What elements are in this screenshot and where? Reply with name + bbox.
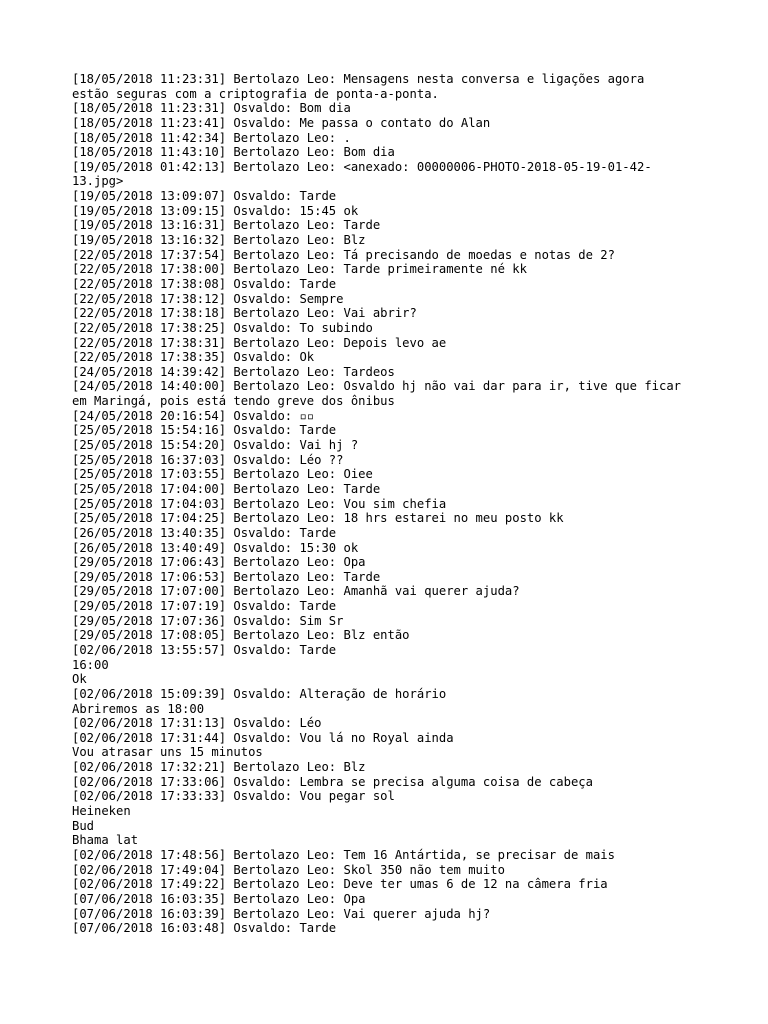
transcript-line: [22/05/2018 17:38:25] Osvaldo: To subindo [72, 320, 373, 335]
transcript-line: [25/05/2018 16:37:03] Osvaldo: Léo ?? [72, 452, 344, 467]
transcript-line: [26/05/2018 13:40:49] Osvaldo: 15:30 ok [72, 540, 359, 555]
transcript-line: [02/06/2018 17:48:56] Bertolazo Leo: Tem 16 Antártida, se precisar de mais [72, 847, 615, 862]
transcript-line: [18/05/2018 11:23:41] Osvaldo: Me passa o contato do Alan [72, 115, 491, 130]
transcript-line: [24/05/2018 20:16:54] Osvaldo: ▫▫ [72, 408, 315, 423]
transcript-line: [22/05/2018 17:38:18] Bertolazo Leo: Vai abrir? [72, 306, 417, 321]
transcript-line: [22/05/2018 17:37:54] Bertolazo Leo: Tá precisando de moedas e notas de 2? [72, 247, 615, 262]
transcript-line: 13.jpg> [72, 174, 124, 189]
transcript-line: [22/05/2018 17:38:00] Bertolazo Leo: Tarde primeiramente né kk [72, 262, 527, 277]
transcript-line: [02/06/2018 13:55:57] Osvaldo: Tarde [72, 642, 337, 657]
transcript-line: [02/06/2018 17:33:33] Osvaldo: Vou pegar sol [72, 789, 395, 804]
transcript-line: Abriremos as 18:00 [72, 701, 205, 716]
transcript-line: [18/05/2018 11:43:10] Bertolazo Leo: Bom dia [72, 145, 395, 160]
transcript-line: [22/05/2018 17:38:31] Bertolazo Leo: Depois levo ae [72, 335, 447, 350]
transcript-line: [24/05/2018 14:39:42] Bertolazo Leo: Tardeos [72, 364, 395, 379]
transcript-line: [02/06/2018 17:31:44] Osvaldo: Vou lá no Royal ainda [72, 730, 454, 745]
transcript-line: [29/05/2018 17:06:53] Bertolazo Leo: Tarde [72, 569, 381, 584]
transcript-line: [19/05/2018 13:09:07] Osvaldo: Tarde [72, 189, 337, 204]
transcript-line: em Maringá, pois está tendo greve dos ônibus [72, 394, 395, 409]
chat-transcript-page [72, 72, 712, 936]
transcript-line: [22/05/2018 17:38:08] Osvaldo: Tarde [72, 276, 337, 291]
transcript-line: [29/05/2018 17:07:36] Osvaldo: Sim Sr [72, 613, 344, 628]
transcript-line: [02/06/2018 17:49:04] Bertolazo Leo: Skol 350 não tem muito [72, 862, 505, 877]
transcript-line: [18/05/2018 11:23:31] Osvaldo: Bom dia [72, 101, 351, 116]
transcript-line: [02/06/2018 17:49:22] Bertolazo Leo: Deve ter umas 6 de 12 na câmera fria [72, 877, 608, 892]
transcript-line: [25/05/2018 17:04:03] Bertolazo Leo: Vou sim chefia [72, 496, 447, 511]
transcript-line: [02/06/2018 17:33:06] Osvaldo: Lembra se precisa alguma coisa de cabeça [72, 774, 593, 789]
transcript-line: [18/05/2018 11:23:31] Bertolazo Leo: Mensagens nesta conversa e ligações agora [72, 72, 645, 86]
transcript-line: 16:00 [72, 657, 109, 672]
transcript-line: Vou atrasar uns 15 minutos [72, 745, 263, 760]
transcript-line: [19/05/2018 13:16:31] Bertolazo Leo: Tarde [72, 218, 381, 233]
transcript-line: [07/06/2018 16:03:48] Osvaldo: Tarde [72, 921, 337, 936]
transcript-line: estão seguras com a criptografia de ponta-a-ponta. [72, 86, 439, 101]
transcript-line: [19/05/2018 01:42:13] Bertolazo Leo: <anexado: 00000006-PHOTO-2018-05-19-01-42- [72, 159, 652, 174]
transcript-line: Bhama lat [72, 833, 139, 848]
transcript-line: [25/05/2018 17:04:00] Bertolazo Leo: Tarde [72, 481, 381, 496]
transcript-line: [25/05/2018 15:54:20] Osvaldo: Vai hj ? [72, 438, 359, 453]
transcript-line: [25/05/2018 15:54:16] Osvaldo: Tarde [72, 423, 337, 438]
transcript-line: Heineken [72, 804, 131, 819]
transcript-line: Bud [72, 818, 95, 833]
transcript-line: [02/06/2018 15:09:39] Osvaldo: Alteração de horário [72, 686, 447, 701]
transcript-line: [29/05/2018 17:06:43] Bertolazo Leo: Opa [72, 555, 366, 570]
transcript-line: [24/05/2018 14:40:00] Bertolazo Leo: Osvaldo hj não vai dar para ir, tive que ficar [72, 379, 682, 394]
transcript-line: [22/05/2018 17:38:35] Osvaldo: Ok [72, 350, 315, 365]
transcript-line: [22/05/2018 17:38:12] Osvaldo: Sempre [72, 291, 344, 306]
transcript-line: [29/05/2018 17:07:19] Osvaldo: Tarde [72, 599, 337, 614]
transcript-line: [19/05/2018 13:09:15] Osvaldo: 15:45 ok [72, 203, 359, 218]
transcript-line: [25/05/2018 17:04:25] Bertolazo Leo: 18 hrs estarei no meu posto kk [72, 511, 564, 526]
transcript-line: [29/05/2018 17:07:00] Bertolazo Leo: Amanhã vai querer ajuda? [72, 584, 520, 599]
transcript-line: [19/05/2018 13:16:32] Bertolazo Leo: Blz [72, 233, 366, 248]
transcript-line: [29/05/2018 17:08:05] Bertolazo Leo: Blz então [72, 628, 410, 643]
transcript-line: [02/06/2018 17:32:21] Bertolazo Leo: Blz [72, 760, 366, 775]
transcript-line: [18/05/2018 11:42:34] Bertolazo Leo: . [72, 130, 351, 145]
transcript-line: [07/06/2018 16:03:35] Bertolazo Leo: Opa [72, 891, 366, 906]
transcript-line: [07/06/2018 16:03:39] Bertolazo Leo: Vai querer ajuda hj? [72, 906, 491, 921]
transcript-line: [02/06/2018 17:31:13] Osvaldo: Léo [72, 716, 322, 731]
transcript-line: [25/05/2018 17:03:55] Bertolazo Leo: Oiee [72, 467, 373, 482]
transcript-line: [26/05/2018 13:40:35] Osvaldo: Tarde [72, 525, 337, 540]
transcript-line: Ok [72, 672, 87, 687]
